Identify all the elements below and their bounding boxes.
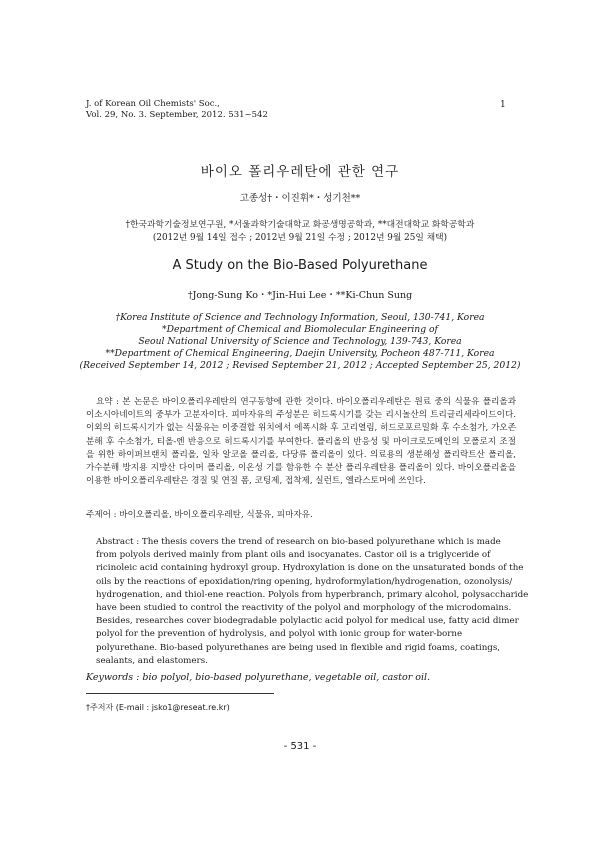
affiliation-english-line: **Department of Chemical Engineering, Daejin University, Pocheon 487-711, Korea (105, 348, 495, 359)
abstract-korean: 요약 : 본 논문은 바이오폴리우레탄의 연구동향에 관한 것이다. 바이오폴리우레탄은 원료 중의 식물유 폴리올과 이소시아네이트의 중부가 고분자이다. 피마자유의 주성분은 히드록시기를 갖는 리시놀산의 트리글리세라이드이다. 이외의 히드록시기가 없는 식물유는 이중결합 위치에서 에폭시화 후 고리열림, 히드로포르밀화 후 수소첨가, 가오존분해 후 수소첨가, 티올-엔 반응으로 히드록시기를 부여한다. 폴리올의 반응성 및 마이크로도메인의 모폴로지 조절을 위한 하이퍼브랜치 폴리올, 일차 알코올 폴리올, 다당류 폴리올이 있다. 의료용의 생분해성 폴리락트산 폴리올, 가수분해 방지용 지방산 다이머 폴리올, 이온성 기를 함유한 수 분산 폴리우레탄용 폴리올이 있다. 바이오폴리올을 이용한 바이오폴리우레탄은 경질 및 연질 폼, 코팅제, 접착제, 실런트, 엘라스토머에 쓰인다. (86, 397, 516, 487)
dates-korean-line: (2012년 9월 14일 접수 ; 2012년 9월 21일 수정 ; 2012년 9월 25일 채택) (152, 233, 448, 243)
affiliation-english-line: *Department of Chemical and Biomolecular Engineering of (162, 324, 438, 335)
journal-line-2: Vol. 29, No. 3. September, 2012. 531~542 (86, 110, 268, 120)
abstract-english-line: from polyols derived mainly from plant oils and isocyanates. Castor oil is a triglyceride of (96, 550, 491, 561)
dates-english-line: (Received September 14, 2012 ; Revised September 21, 2012 ; Accepted September 25, 2012) (79, 360, 521, 371)
abstract-english (86, 536, 529, 668)
footnote-divider (86, 693, 274, 694)
authors-korean: 고종성†・이진휘*・성기천** (239, 193, 361, 204)
keywords-english: Keywords : bio polyol, bio-based polyurethane, vegetable oil, castor oil. (86, 672, 431, 683)
abstract-english-line: sealants, and elastomers. (96, 655, 208, 666)
affiliation-korean-line: †한국과학기술정보연구원, *서울과학기술대학교 화공생명공학과, **대전대학교 화학공학과 (125, 220, 475, 230)
authors-english: †Jong-Sung Ko・*Jin-Hui Lee・**Ki-Chun Sung (187, 290, 413, 301)
title-korean: 바이오 폴리우레탄에 관한 연구 (200, 164, 400, 180)
page-number-footer: - 531 - (283, 741, 317, 752)
keywords-korean: 주제어 : 바이오폴리올, 바이오폴리우레탄, 식물유, 피마자유. (86, 510, 313, 520)
footnote: †주저자 (E-mail : jsko1@reseat.re.kr) (86, 703, 230, 712)
abstract-english-line: polyurethane. Bio-based polyurethanes are being used in flexible and rigid foams, coatings, (96, 642, 501, 653)
journal-line-1: J. of Korean Oil Chemists' Soc., (86, 99, 220, 109)
affiliation-english (0, 312, 600, 372)
abstract-english-line: hydrogenation, and thiol-ene reaction. Polyols from hyperbranch, primary alcohol, polysaccharide (96, 589, 529, 600)
journal-citation (86, 99, 268, 121)
abstract-english-line: Abstract : The thesis covers the trend of research on bio-based polyurethane which is made (96, 537, 501, 547)
affiliation-english-line: †Korea Institute of Science and Technology Information, Seoul, 130-741, Korea (115, 312, 485, 323)
title-english: A Study on the Bio-Based Polyurethane (172, 258, 428, 273)
abstract-english-line: have been studied to control the reactivity of the polyol and morphology of the microdomains. (96, 603, 512, 614)
header-page-number: 1 (500, 100, 506, 110)
abstract-english-line: oils by the reactions of epoxidation/ring opening, hydroformylation/hydrogenation, ozonolysis/ (96, 576, 513, 587)
abstract-english-line: ricinoleic acid containing hydroxyl group. Hydroxylation is done on the unsaturated bonds of the (96, 563, 524, 574)
abstract-english-line: Besides, researches cover biodegradable polylactic acid polyol for medical use, fatty acid dimer (96, 616, 519, 627)
affiliation-english-line: Seoul National University of Science and Technology, 139-743, Korea (138, 336, 462, 347)
affiliation-korean (0, 219, 600, 245)
abstract-english-line: polyol for the prevention of hydrolysis, and polyol with ionic group for water-borne (96, 629, 463, 640)
